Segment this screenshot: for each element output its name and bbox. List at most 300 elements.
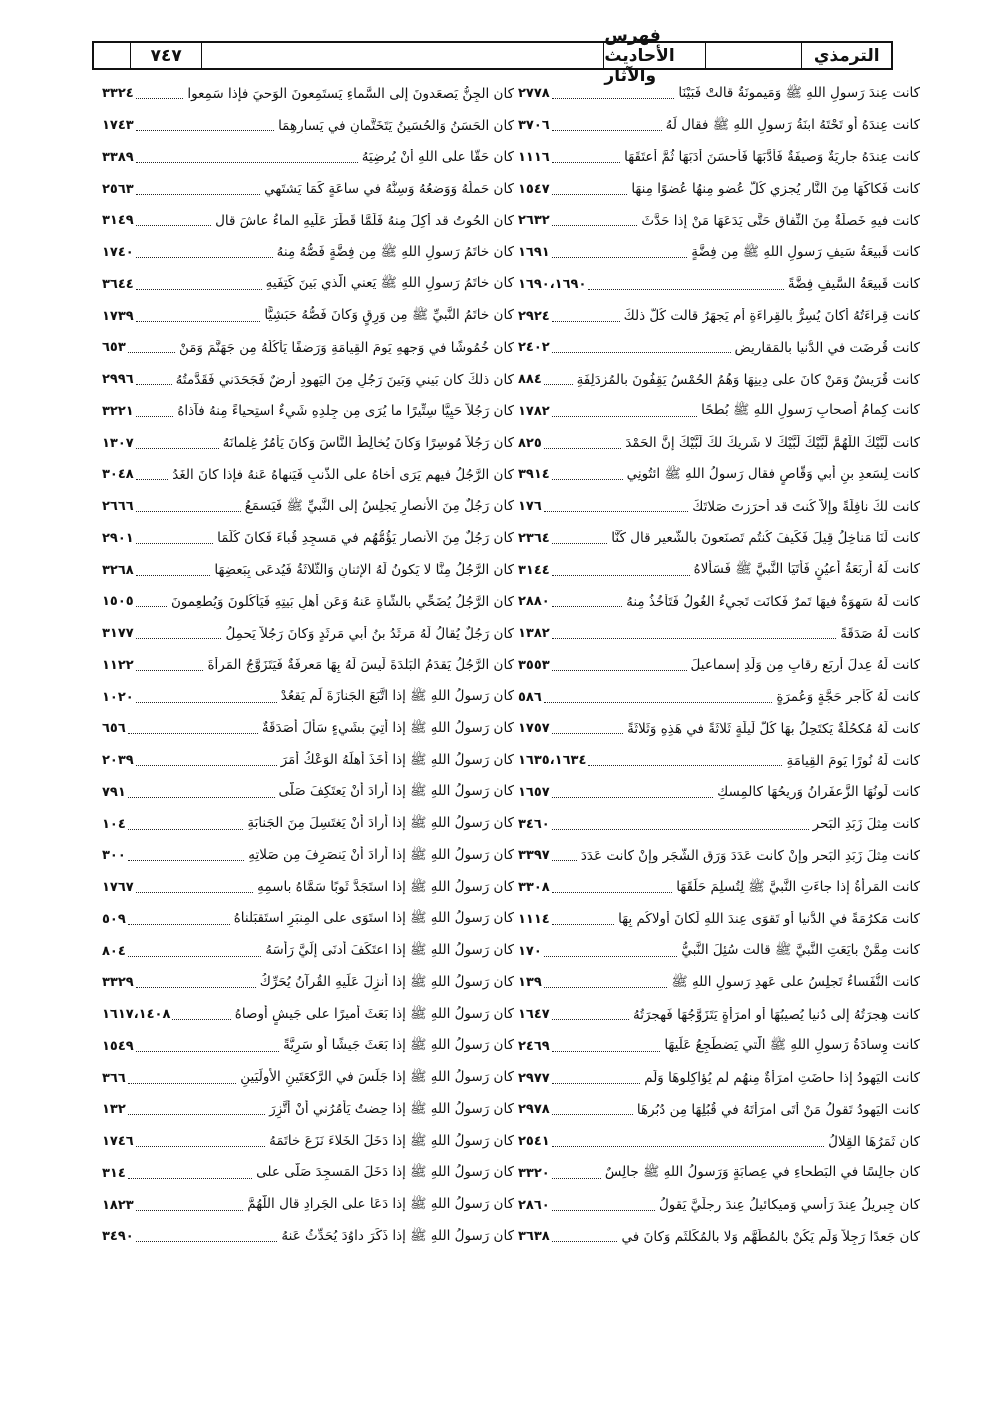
entry-reference: ٦٥٣ — [102, 340, 126, 356]
leader-dots — [544, 448, 621, 449]
entry-reference: ٣٠٠ — [102, 848, 126, 864]
right-column-entry — [518, 1158, 920, 1190]
entry-text: كان رَجُلٌ مِنَ الأنصارِ يَجلِسُ إلى النَّبيِّ ﷺ فَيَسمَعُ — [244, 497, 514, 514]
left-column-entry — [102, 300, 514, 332]
entry-reference: ٣٠٤٨ — [102, 467, 134, 483]
entry-text: كانت مِثلَ زَبَدِ البَحرِ وإنْ كانت عَدَدَ وَرَقِ الشَّجَرِ وإنْ كانت عَدَدَ — [580, 847, 920, 864]
leader-dots — [128, 1114, 265, 1115]
entry-reference: ٣٤٩٠ — [102, 1229, 134, 1245]
leader-dots — [136, 765, 277, 766]
entry-reference: ٢٧٧٨ — [518, 86, 550, 102]
index-row — [0, 618, 992, 650]
entry-text: كان رَسولُ اللهِ ﷺ إذا أرادَ أنْ يَعتَكِفَ صَلَّى — [278, 783, 514, 800]
left-column-entry — [102, 999, 514, 1031]
entry-text: كانت كِمامُ أصحابِ رَسولِ اللهِ ﷺ بُطحًا — [701, 402, 920, 419]
right-column-entry — [518, 332, 920, 364]
entry-text: كانت قَبيعَةُ السَّيفِ فِضَّةً — [787, 276, 920, 293]
index-row — [0, 713, 992, 745]
entry-reference: ١٣٠٧ — [102, 435, 134, 451]
entry-reference: ١٧٤٣ — [102, 118, 134, 134]
leader-dots — [128, 797, 275, 798]
leader-dots — [136, 98, 184, 99]
entry-reference: ١٧٦ — [518, 499, 542, 515]
left-column-entry — [102, 1094, 514, 1126]
entry-text: كانت اليَهودُ إذا حاضَتِ امرَأةٌ مِنهُم لم يُؤاكِلوهَا وَلَم — [644, 1070, 920, 1087]
right-column-entry — [518, 523, 920, 555]
left-column-entry — [102, 110, 514, 142]
leader-dots — [552, 829, 809, 830]
left-column-entry — [102, 1189, 514, 1221]
leader-dots — [552, 194, 628, 195]
right-column-entry — [518, 78, 920, 110]
entry-reference: ١٦١٧،١٤٠٨ — [102, 1007, 171, 1023]
right-column-entry — [518, 999, 920, 1031]
entry-reference: ٢٤٠٢ — [518, 340, 550, 356]
entry-text: كان رَجُلاً حَيِيًّا سِتِّيرًا ما يُرَى مِن جِلدِهِ شَيءٌ استِحياءً مِنهُ فآذاهُ — [177, 403, 514, 420]
leader-dots — [128, 924, 230, 925]
leader-dots — [552, 1051, 661, 1052]
leader-dots — [136, 448, 219, 449]
leader-dots — [544, 511, 688, 512]
left-column-entry — [102, 1221, 514, 1253]
right-column-entry — [518, 840, 920, 872]
entry-reference: ٣٣٨٩ — [102, 149, 134, 165]
index-row — [0, 681, 992, 713]
entry-reference: ١٧٥٧ — [518, 721, 550, 737]
entry-text: كانت قَبيعَةُ سَيفِ رَسولِ اللهِ ﷺ مِن فِضَّةٍ — [691, 243, 920, 260]
index-row — [0, 332, 992, 364]
leader-dots — [136, 384, 172, 385]
entry-text: كان خُمُوشًا في وَجهِهِ يَومَ القِيامَةِ وَرَضفًا يَأكُلُهُ مِن جَهَنَّمَ وَمَنْ — [179, 339, 514, 356]
right-column-entry — [518, 1094, 920, 1126]
entry-text: كانت لِسَعدِ بنِ أبي وَقَّاصٍ فقال رَسولُ اللهِ ﷺ ائتُونِي — [626, 465, 920, 482]
entry-text: كانت لَهُ أربَعَةُ أعيُنٍ فَأتَيَا النَّبيَّ ﷺ فَسَأَلاهُ — [693, 561, 920, 578]
leader-dots — [552, 1178, 601, 1179]
hadith-index-entries — [0, 78, 992, 1253]
entry-reference: ٣٣٩٧ — [518, 848, 550, 864]
entry-text: كان رَسولُ اللهِ ﷺ إذا دَخَلَ المَسجِدَ صَلَّى على — [256, 1164, 514, 1181]
leader-dots — [552, 479, 623, 480]
entry-reference: ٢٨٦٠ — [518, 1197, 550, 1213]
entry-text: كان رَسولُ اللهِ ﷺ إذا استَجَدَّ ثَوبًا سَمَّاهُ باسمِهِ — [257, 878, 514, 895]
entry-text: كانت لكَ نافِلَةً وإلاَّ كُنتَ قد أحرَزتَ صَلاتَكَ — [692, 498, 920, 515]
entry-reference: ١٧٨٢ — [518, 403, 550, 419]
leader-dots — [172, 1019, 230, 1020]
leader-dots — [136, 511, 241, 512]
left-column-entry — [102, 872, 514, 904]
right-column-entry — [518, 173, 920, 205]
left-column-entry — [102, 173, 514, 205]
index-row — [0, 935, 992, 967]
index-row — [0, 1094, 992, 1126]
entry-reference: ٢٥٦٣ — [102, 181, 134, 197]
entry-text: كان رَجُلاً مُوسِرًا وَكانَ يُخالِطُ النَّاسَ وَكانَ يَأمُرُ غِلمانَهُ — [222, 435, 514, 452]
page-number: ٧٤٧ — [131, 43, 203, 68]
entry-text: كان الرَّجُلُ يُضَحِّي بالشَّاةِ عَنهُ وَعَن أهلِ بَيتِهِ فَيَأكُلونَ وَيُطعِمونَ — [170, 593, 514, 610]
entry-text: كانت وِسادَةُ رَسولِ اللهِ ﷺ الَّتي يَضطَجِعُ عَلَيهَا — [664, 1037, 920, 1054]
right-column-entry — [518, 650, 920, 682]
right-column-entry — [518, 427, 920, 459]
entry-text: كان رَسولُ اللهِ ﷺ إذا أُنزِلَ عَلَيهِ القُرآنُ يُحَرِّكُ — [259, 973, 514, 990]
leader-dots — [552, 352, 731, 353]
right-column-entry — [518, 237, 920, 269]
index-row — [0, 745, 992, 777]
entry-reference: ١٧٣٩ — [102, 308, 134, 324]
entry-text: كان ذلكَ كان بَيني وَبَينَ رَجُلٍ مِنَ اليَهودِ أرضٌ فَجَحَدَني فَقَدَّمتُهُ — [175, 371, 514, 388]
right-column-entry — [518, 904, 920, 936]
index-row — [0, 554, 992, 586]
right-column-entry — [518, 713, 920, 745]
entry-text: كان حَقًّا على اللهِ أنْ يُرضِيَهُ — [361, 149, 514, 166]
leader-dots — [136, 892, 253, 893]
right-column-entry — [518, 205, 920, 237]
leader-dots — [136, 606, 167, 607]
index-row — [0, 396, 992, 428]
leader-dots — [552, 321, 620, 322]
entry-reference: ٣٣٢٤ — [102, 86, 134, 102]
leader-dots — [552, 797, 713, 798]
left-column-entry — [102, 618, 514, 650]
left-column-entry — [102, 396, 514, 428]
entry-text: كان الحُوتُ قد أُكِلَ مِنهُ فَلَمَّا قَطَرَ عَلَيهِ الماءُ عاشَ قال — [215, 212, 514, 229]
left-column-entry — [102, 840, 514, 872]
right-column-entry — [518, 681, 920, 713]
leader-dots — [552, 257, 688, 258]
entry-text: كان جِبريلُ عِندَ رَأسي وَميكائيلُ عِندَ رِجلَيَّ يَقولُ — [658, 1197, 920, 1214]
entry-reference: ٢٠٣٩ — [102, 753, 134, 769]
leader-dots — [552, 733, 623, 734]
left-column-entry — [102, 554, 514, 586]
entry-text: كانت لَهُ صَدَقَةً — [840, 625, 920, 642]
entry-text: كانت لَبَّيْكَ اللَّهُمَّ لَبَّيْكَ لَبَّيْكَ لا شَريكَ لكَ لَبَّيْكَ إنَّ الحَمْدَ — [625, 435, 920, 452]
index-row — [0, 142, 992, 174]
entry-text: كانت قِراءَتُهُ أكانَ يُسِرُّ بالقِراءَةِ أم يَجهَرُ قالت كُلُّ ذلكَ — [623, 308, 920, 325]
entry-text: كانت عِندَ رَسولِ اللهِ ﷺ وَمَيمونَةُ قالتْ فَبَيْنَا — [678, 84, 920, 101]
left-column-entry — [102, 523, 514, 555]
entry-text: كان الجِنُّ يَصعَدونَ إلى السَّماءِ يَستَمِعونَ الوَحيَ فإذا سَمِعوا — [187, 85, 514, 102]
entry-text: كانت هِجرَتُهُ إلى دُنيا يُصيبُهَا أو امرَأةٍ يَتَزَوَّجُهَا فَهِجرَتُهُ — [632, 1006, 920, 1023]
left-column-entry — [102, 935, 514, 967]
entry-reference: ٢٣٦٤ — [518, 530, 550, 546]
left-column-entry — [102, 78, 514, 110]
entry-reference: ٣١٤٤ — [518, 562, 550, 578]
left-column-entry — [102, 1158, 514, 1190]
entry-reference: ١٣٩ — [518, 975, 542, 991]
leader-dots — [136, 479, 169, 480]
entry-text: كانت لَهُ مُكحُلَةٌ يَكتَحِلُ بهَا كُلَّ لَيلَةٍ ثَلاثَةً في هَذِهِ وَثَلاثَةً — [627, 720, 920, 737]
entry-reference: ١٦٥٧ — [518, 784, 550, 800]
entry-text: كانت فَكاكَهَا مِنَ النَّارِ يُجزِي كُلُّ عُضوٍ مِنهُا عُضوًا مِنهَا — [631, 181, 920, 198]
entry-text: كان رَسولُ اللهِ ﷺ إذا ذَكَرَ داوُدَ يُحَدِّثُ عَنهُ — [281, 1227, 514, 1244]
left-column-entry — [102, 967, 514, 999]
entry-text: كان خاتَمُ النَّبيِّ ﷺ مِن وَرِقٍ وَكانَ فَصُّهُ حَبَشِيًّا — [264, 307, 514, 324]
entry-text: كانت لَهُ نُورًا يَومَ القِيامَةِ — [786, 752, 920, 769]
left-column-entry — [102, 1126, 514, 1158]
left-column-entry — [102, 777, 514, 809]
entry-reference: ١٥٤٧ — [518, 181, 550, 197]
entry-text: كان خاتَمُ رَسولِ اللهِ ﷺ مِن فِضَّةٍ فَصُّهُ مِنهُ — [276, 243, 514, 260]
entry-reference: ٢٦٣٢ — [518, 213, 550, 229]
entry-reference: ٣١٧٧ — [102, 626, 134, 642]
leader-dots — [588, 289, 783, 290]
header-blank-mid — [202, 43, 604, 68]
index-row — [0, 650, 992, 682]
leader-dots — [136, 1210, 244, 1211]
entry-text: كان جَعدًا رَجِلاً وَلَم يَكُنْ بالمُطَهَّمِ وَلا بالمُكَلثَمِ وَكانَ في — [621, 1228, 920, 1245]
right-column-entry — [518, 554, 920, 586]
entry-reference: ٣٥٥٣ — [518, 657, 550, 673]
entry-reference: ١٧٤٦ — [102, 1134, 134, 1150]
entry-reference: ٣٧٠٦ — [518, 118, 550, 134]
entry-reference: ٢٩٧٨ — [518, 1102, 550, 1118]
leader-dots — [136, 289, 262, 290]
right-column-entry — [518, 300, 920, 332]
entry-text: كانت المَرأةُ إذا جاءَتِ النَّبيَّ ﷺ لِتُسلِمَ حَلَقَهَا — [676, 878, 920, 895]
entry-reference: ٣٦٦ — [102, 1070, 126, 1086]
leader-dots — [136, 638, 222, 639]
index-row — [0, 205, 992, 237]
leader-dots — [136, 1146, 265, 1147]
right-column-entry — [518, 777, 920, 809]
right-column-entry — [518, 142, 920, 174]
leader-dots — [136, 225, 211, 226]
leader-dots — [544, 702, 773, 703]
index-row — [0, 173, 992, 205]
leader-dots — [552, 1210, 655, 1211]
index-row — [0, 110, 992, 142]
right-column-entry — [518, 269, 920, 301]
entry-text: كان جالِسًا في البَطحاءِ في عِصابَةٍ وَرَسولُ اللهِ ﷺ جالِسٌ — [604, 1164, 920, 1181]
leader-dots — [552, 225, 638, 226]
left-column-entry — [102, 586, 514, 618]
leader-dots — [128, 1083, 236, 1084]
entry-text: كانت فيهِ خَصلَةٌ مِنَ النِّفاقِ حَتَّى يَدَعَهَا مَنْ إِذا حَدَّثَ — [641, 212, 920, 229]
leader-dots — [136, 702, 277, 703]
entry-reference: ١١٢٢ — [102, 657, 134, 673]
index-row — [0, 872, 992, 904]
leader-dots — [544, 384, 573, 385]
leader-dots — [552, 575, 690, 576]
leader-dots — [552, 416, 697, 417]
entry-text: كان خاتَمُ رَسولِ اللهِ ﷺ يَعني الَّذي بَينَ كَتِفَيهِ — [265, 275, 514, 292]
entry-reference: ٣١٤ — [102, 1165, 126, 1181]
leader-dots — [136, 416, 174, 417]
left-column-entry — [102, 237, 514, 269]
entry-reference: ١٦٤٧ — [518, 1007, 550, 1023]
entry-reference: ٨٢٥ — [518, 435, 542, 451]
leader-dots — [588, 765, 782, 766]
index-row — [0, 300, 992, 332]
entry-reference: ١١١٤ — [518, 911, 550, 927]
leader-dots — [552, 162, 620, 163]
right-column-entry — [518, 967, 920, 999]
entry-text: كان رَسولُ اللهِ ﷺ إذا حِضتُ يَأمُرُني أنْ أتَّزِرَ — [269, 1100, 514, 1117]
leader-dots — [136, 162, 358, 163]
entry-reference: ٣٣٢٩ — [102, 975, 134, 991]
leader-dots — [136, 575, 211, 576]
left-column-entry — [102, 142, 514, 174]
index-row — [0, 523, 992, 555]
entry-text: كانت لَنَا مَناخِلُ قِيلَ فَكَيفَ كُنتُم تَصنَعونَ بالشَّعيرِ قال كُنَّا — [611, 530, 920, 547]
left-column-entry — [102, 904, 514, 936]
leader-dots — [128, 829, 244, 830]
left-column-entry — [102, 491, 514, 523]
entry-text: كان رَسولُ اللهِ ﷺ إذا أرادَ أنْ يَغتَسِلَ مِنَ الجَنابَةِ — [247, 815, 514, 832]
left-column-entry — [102, 1062, 514, 1094]
index-row — [0, 459, 992, 491]
entry-text: كان ثَمَرُهَا القِلالُ — [828, 1133, 920, 1150]
entry-reference: ٢٦٦٦ — [102, 499, 134, 515]
right-column-entry — [518, 110, 920, 142]
entry-text: كان رَسولُ اللهِ ﷺ إذا اعتَكَفَ أدنَى إلَيَّ رَأسَهُ — [265, 942, 514, 959]
leader-dots — [136, 321, 261, 322]
leader-dots — [552, 924, 614, 925]
index-row — [0, 1031, 992, 1063]
right-column-entry — [518, 872, 920, 904]
entry-reference: ١٣٨٢ — [518, 626, 550, 642]
entry-reference: ٢٩٠١ — [102, 530, 134, 546]
entry-text: كان رَسولُ اللهِ ﷺ إذا دَخَلَ الخَلاءَ نَزَعَ خاتَمَهُ — [269, 1132, 514, 1149]
entry-reference: ٣٦٤٤ — [102, 276, 134, 292]
entry-text: كان رَسولُ اللهِ ﷺ إذا أرادَ أنْ يَنصَرِفَ مِن صَلاتِهِ — [248, 846, 514, 863]
right-column-entry — [518, 1031, 920, 1063]
entry-reference: ٢٨٨٠ — [518, 594, 550, 610]
left-column-entry — [102, 1031, 514, 1063]
entry-reference: ١٧٦٧ — [102, 880, 134, 896]
entry-reference: ١٥٠٥ — [102, 594, 134, 610]
right-column-entry — [518, 1126, 920, 1158]
right-column-entry — [518, 364, 920, 396]
header-blank-left — [94, 43, 131, 68]
entry-text: كان رَسولُ اللهِ ﷺ إذا جَلَسَ في الرَّكعَتَينِ الأُولَيَينِ — [240, 1069, 514, 1086]
left-column-entry — [102, 205, 514, 237]
leader-dots — [128, 956, 261, 957]
entry-text: كانت مَكرُمَةً في الدُّنيا أو تَقوَى عِندَ اللهِ لَكانَ أولاكُم بِهَا — [618, 911, 920, 928]
index-row — [0, 1062, 992, 1094]
entry-reference: ٢٩٧٧ — [518, 1070, 550, 1086]
left-column-entry — [102, 459, 514, 491]
entry-text: كان رَسولُ اللهِ ﷺ إذا دَعَا على الجَرادِ قال اللَّهُمَّ — [247, 1196, 514, 1213]
leader-dots — [552, 543, 608, 544]
left-column-entry — [102, 745, 514, 777]
entry-text: كان رَسولُ اللهِ ﷺ إذا اتَّبَعَ الجَنازَةَ لَم يَقعُدْ — [280, 688, 514, 705]
leader-dots — [544, 956, 678, 957]
entry-text: كانت لَهُ عِدلَ أربَعِ رِقابٍ مِن وَلَدِ إسماعيلَ — [690, 657, 920, 674]
leader-dots — [136, 987, 256, 988]
entry-reference: ٣٦٣٨ — [518, 1229, 550, 1245]
entry-reference: ١١١٦ — [518, 149, 550, 165]
entry-text: كان الرَّجُلُ مِنَّا لا يَكونُ لَهُ الإثنانِ وَالثَّلاثَةُ فَيُدعَى بِبَعضِهَا — [214, 562, 514, 579]
leader-dots — [136, 194, 260, 195]
entry-reference: ٣٣٠٨ — [518, 880, 550, 896]
left-column-entry — [102, 713, 514, 745]
index-row — [0, 78, 992, 110]
entry-reference: ٢٥٤١ — [518, 1134, 550, 1150]
index-row — [0, 1189, 992, 1221]
leader-dots — [136, 670, 204, 671]
entry-reference: ١٣٢ — [102, 1102, 126, 1118]
leader-dots — [552, 1114, 633, 1115]
index-row — [0, 269, 992, 301]
right-column-entry — [518, 1062, 920, 1094]
right-column-entry — [518, 586, 920, 618]
index-row — [0, 586, 992, 618]
entry-reference: ١٦٩٠،١٦٩٠ — [518, 276, 587, 292]
entry-text: كانت مِثلَ زَبَدِ البَحرِ — [812, 816, 920, 833]
entry-text: كان رَسولُ اللهِ ﷺ إذا أخَذَ أهلَهُ الوَعْكُ أمَرَ — [280, 751, 514, 768]
leader-dots — [552, 1083, 640, 1084]
left-column-entry — [102, 427, 514, 459]
left-column-entry — [102, 681, 514, 713]
entry-text: كانت لَهُ كَأَجرِ حَجَّةٍ وَعُمرَةٍ — [776, 689, 920, 706]
entry-text: كانت عِندَهُ جارِيَةٌ وَصيفَةٌ فَأَدَّبَهَا فَأَحسَنَ أدَبَهَا ثُمَّ أعتَقَهَا — [624, 149, 920, 166]
entry-reference: ١٧٤٠ — [102, 245, 134, 261]
leader-dots — [552, 670, 687, 671]
index-row — [0, 808, 992, 840]
leader-dots — [552, 1241, 618, 1242]
entry-text: كانت قُرضَت في الدُّنيا بالمَقاريضِ — [734, 339, 920, 356]
right-column-entry — [518, 745, 920, 777]
entry-text: كان رَسولُ اللهِ ﷺ إذا بَعَثَ أميرًا على جَيشٍ أوصاهُ — [234, 1005, 514, 1022]
entry-reference: ٣٢٦٨ — [102, 562, 134, 578]
index-row — [0, 427, 992, 459]
right-column-entry — [518, 1221, 920, 1253]
entry-text: كانت قُرَيشٌ وَمَنْ كانَ على دِينِهَا وَهُمُ الحُمْسُ يَقِفُونَ بالمُزدَلِفَةِ — [576, 371, 920, 388]
index-row — [0, 777, 992, 809]
entry-text: كانت لَهُ سَهوَةٌ فيهَا تَمرٌ فَكانَت تَجيءُ الغُولُ فَتَأخُذُ مِنهُ — [626, 593, 920, 610]
leader-dots — [552, 860, 577, 861]
right-column-entry — [518, 459, 920, 491]
entry-text: كانت عِندَهُ أو تَحْتَهُ ابنَةُ رَسولِ اللهِ ﷺ فقال لَهُ — [665, 116, 920, 133]
entry-reference: ١٦٣٥،١٦٣٤ — [518, 753, 587, 769]
entry-reference: ٢٤٦٩ — [518, 1038, 550, 1054]
leader-dots — [552, 1146, 824, 1147]
leader-dots — [552, 638, 837, 639]
index-row — [0, 491, 992, 523]
leader-dots — [552, 606, 622, 607]
entry-reference: ١٠٢٠ — [102, 689, 134, 705]
leader-dots — [128, 860, 244, 861]
entry-text: كان الرَّجُلُ فيهِم يَرَى أخاهُ على الذَّنبِ فَيَنهاهُ عَنهُ فإذا كانَ الغَدُ — [172, 466, 514, 483]
leader-dots — [136, 543, 213, 544]
index-row — [0, 237, 992, 269]
entry-text: كان رَسولُ اللهِ ﷺ إذا بَعَثَ جَيشًا أو سَرِيَّةً — [283, 1037, 514, 1054]
entry-text: كان رَجُلٌ يُقالُ لَهُ مَرثَدُ بنُ أبي مَرثَدٍ وَكانَ رَجُلاً يَحمِلُ — [225, 625, 514, 642]
entry-text: كانت مِمَّنْ بايَعَتِ النَّبيَّ ﷺ قالت سُئِلَ النَّبيُّ — [681, 942, 920, 959]
leader-dots — [552, 1019, 629, 1020]
right-column-entry — [518, 396, 920, 428]
entry-text: كانت اليَهودُ تَقولُ مَنْ أتَى امرَأتَهُ في قُبُلِهَا مِن دُبُرِهَا — [636, 1101, 920, 1118]
index-row — [0, 1221, 992, 1253]
entry-reference: ٨٨٤ — [518, 372, 542, 388]
entry-reference: ٢٩٢٤ — [518, 308, 550, 324]
page-header — [92, 25, 893, 86]
entry-text: كان رَسولُ اللهِ ﷺ إذا استَوَى على المِنبَرِ استَقبَلناهُ — [233, 910, 514, 927]
entry-reference: ١٨٢٣ — [102, 1197, 134, 1213]
index-row — [0, 999, 992, 1031]
entry-text: كان الرَّجُلُ يَقدَمُ البَلدَةَ لَيسَ لَهُ بِهَا مَعرِفَةٌ فَيَتَزَوَّجُ المَرأةَ — [207, 657, 514, 674]
leader-dots — [552, 98, 675, 99]
entry-reference: ٦٥٦ — [102, 721, 126, 737]
left-column-entry — [102, 332, 514, 364]
right-column-entry — [518, 491, 920, 523]
entry-text: كان رَجُلٌ مِنَ الأنصارِ يَؤُمُّهُم في مَسجِدِ قُباءَ فَكانَ كُلَّمَا — [217, 530, 514, 547]
index-row — [0, 904, 992, 936]
entry-text: كان الحَسَنُ وَالحُسَينُ يَتَخَتَّمانِ في يَسارِهِمَا — [278, 117, 514, 134]
index-row — [0, 1126, 992, 1158]
entry-reference: ٥٠٩ — [102, 911, 126, 927]
index-row — [0, 840, 992, 872]
